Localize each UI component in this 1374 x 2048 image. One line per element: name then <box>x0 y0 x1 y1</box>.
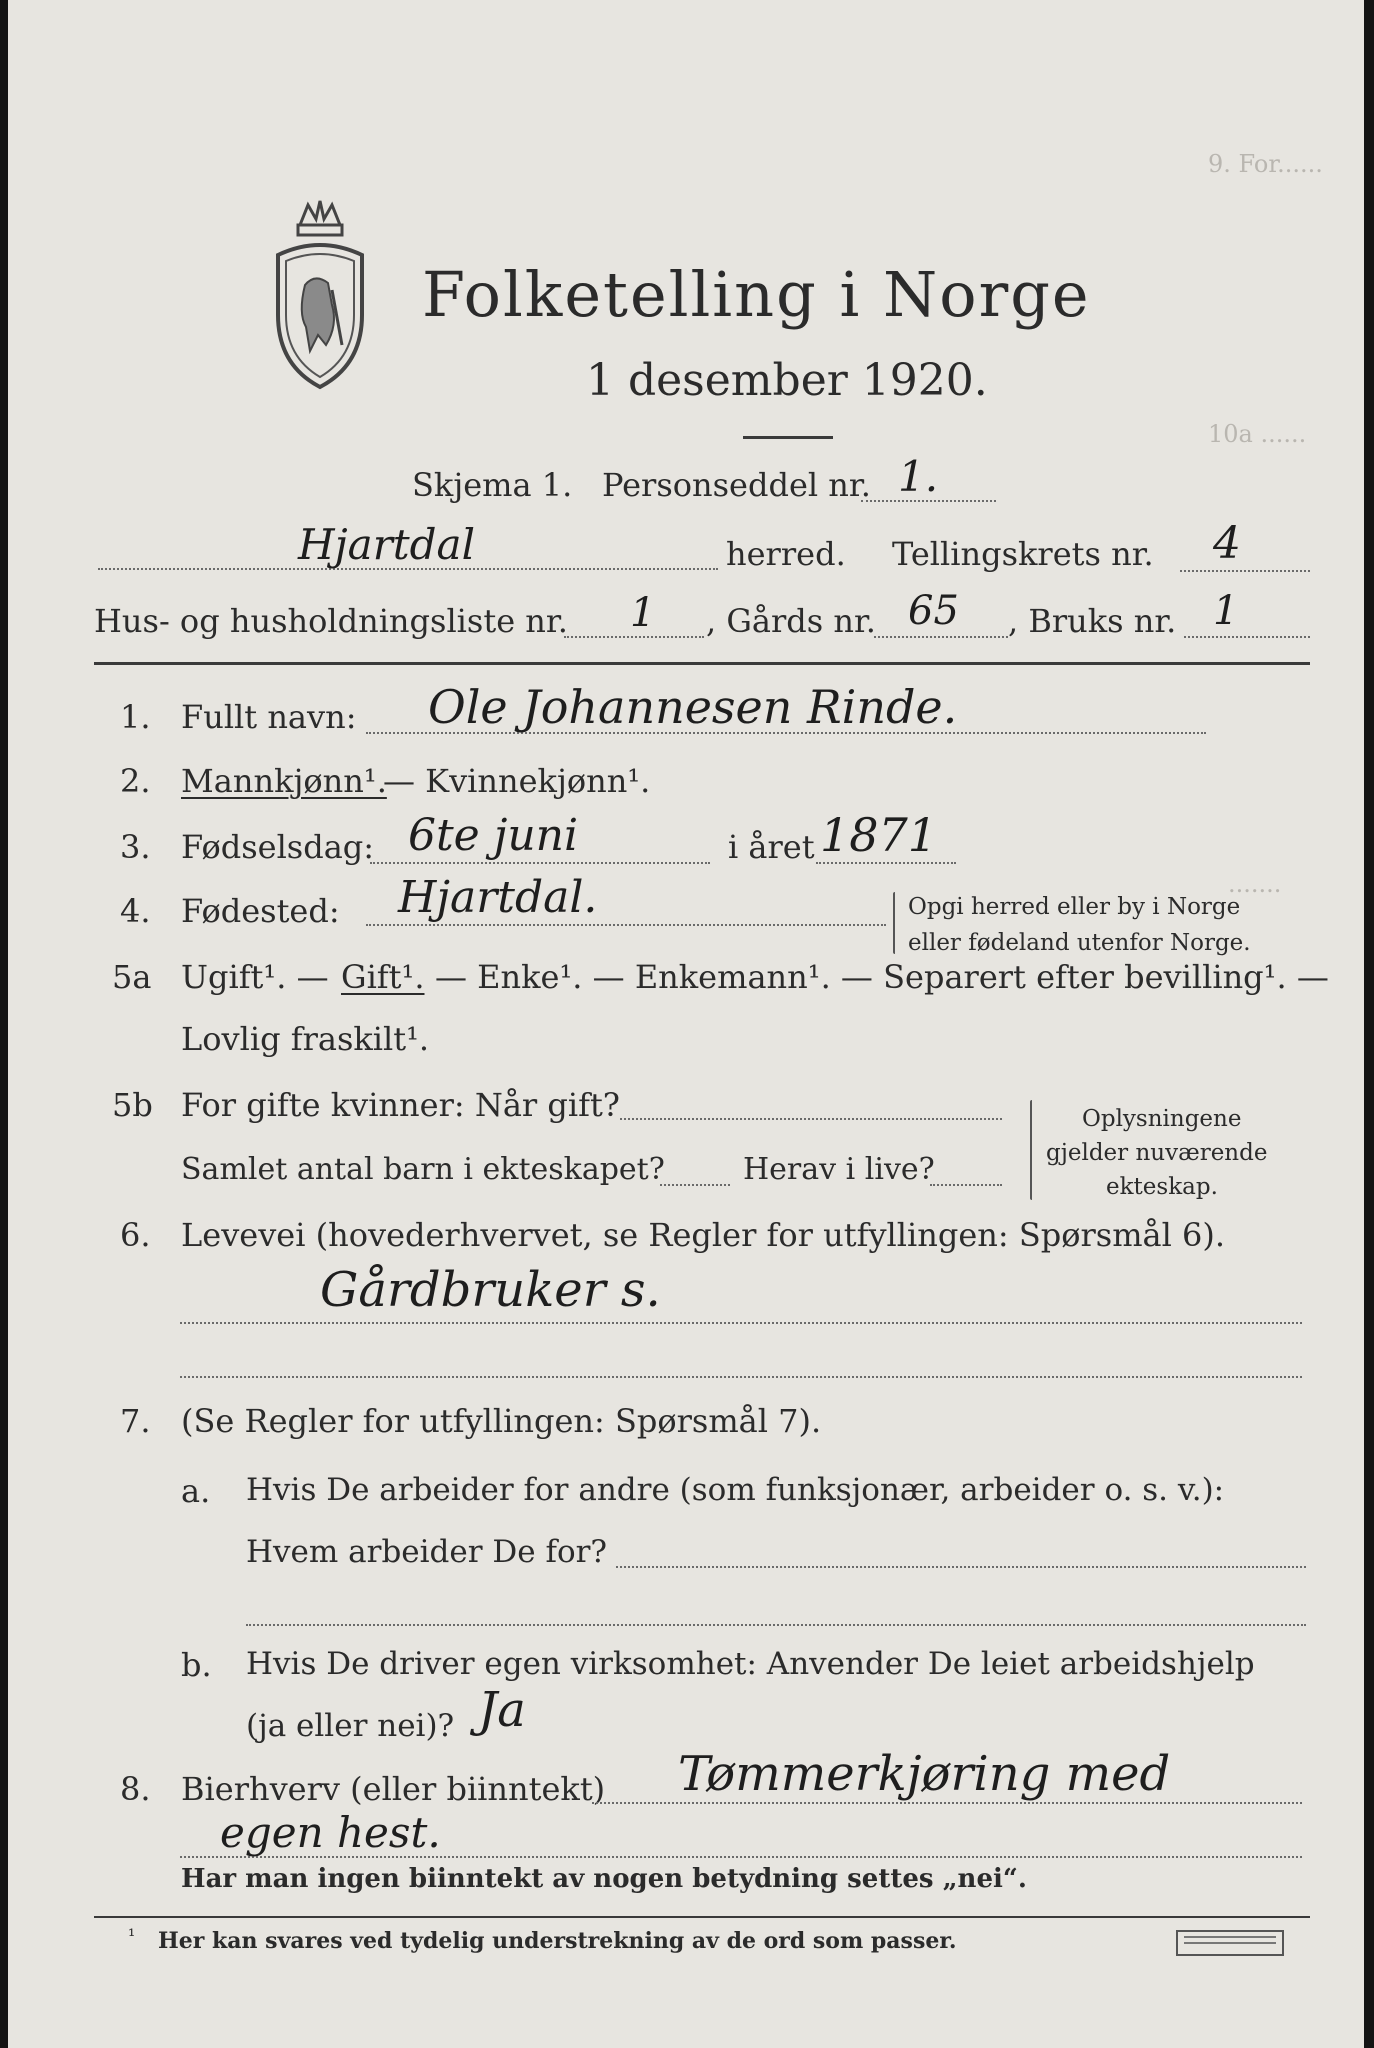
bleed-through-text: 9. For...... <box>1208 150 1323 178</box>
q6-number: 6. <box>120 1216 151 1254</box>
bruks-label: , Bruks nr. <box>1008 602 1177 640</box>
q6-line-1 <box>180 1322 1302 1324</box>
mannkjonn-option: Mannkjønn¹. <box>181 762 387 800</box>
q2-number: 2. <box>120 762 151 800</box>
skjema-label: Skjema 1. <box>412 466 573 504</box>
q5b-bracket <box>1030 1100 1032 1200</box>
q5b-children-line <box>660 1184 730 1186</box>
kvinnekjonn-option: — Kvinnekjønn¹. <box>383 762 651 800</box>
footnote-mark: ¹ <box>128 1926 136 1947</box>
coat-of-arms-icon <box>260 195 380 395</box>
q3-day-line <box>370 862 710 864</box>
gift-option: Gift¹. <box>341 958 425 996</box>
q5b-married-line <box>620 1118 1002 1120</box>
bruks-value: 1 <box>1213 588 1239 634</box>
q4-bracket <box>893 892 895 954</box>
bleed-through-text: 10a ...... <box>1208 420 1307 448</box>
q7b-letter: b. <box>181 1646 212 1684</box>
herred-value: Hjartdal <box>298 520 476 569</box>
q5b-alive-line <box>930 1184 1002 1186</box>
q8-line-1 <box>592 1802 1302 1804</box>
occupation-value: Gårdbruker s. <box>320 1262 661 1318</box>
q7-label: (Se Regler for utfyllingen: Spørsmål 7). <box>181 1402 822 1440</box>
tellingskrets-line <box>1180 570 1310 572</box>
q8-number: 8. <box>120 1770 151 1808</box>
title-divider <box>743 436 833 439</box>
husholdningsliste-line <box>564 636 704 638</box>
census-form-sheet <box>8 0 1364 2048</box>
tellingskrets-label: Tellingskrets nr. <box>892 535 1154 573</box>
herred-label: herred. <box>726 535 846 573</box>
q3-number: 3. <box>120 828 151 866</box>
full-name-value: Ole Johannesen Rinde. <box>428 680 958 734</box>
q4-line <box>366 924 886 926</box>
side-occupation-value-line1: Tømmerkjøring med <box>678 1746 1171 1802</box>
bruks-line <box>1184 636 1310 638</box>
q5b-note-line2: gjelder nuværende <box>1046 1140 1268 1166</box>
bleed-through-text: ....... <box>1228 870 1282 898</box>
q1-number: 1. <box>120 698 151 736</box>
census-date: 1 desember 1920. <box>586 355 988 406</box>
gards-label: , Gårds nr. <box>706 602 876 640</box>
q5b-label-children: Samlet antal barn i ekteskapet? <box>181 1152 665 1187</box>
q4-label: Fødested: <box>181 892 340 930</box>
personseddel-value: 1. <box>898 452 939 501</box>
footnote-divider <box>94 1916 1310 1918</box>
q7a-question: Hvis De arbeider for andre (som funksjonær, arbeider o. s. v.): <box>246 1472 1225 1508</box>
q5b-number: 5b <box>112 1086 153 1124</box>
q5b-note-line1: Oplysningene <box>1082 1106 1242 1132</box>
q7b-question: Hvis De driver egen virksomhet: Anvender De leiet arbeidshjelp <box>246 1646 1255 1682</box>
header-divider <box>94 662 1310 665</box>
gards-value: 65 <box>908 588 959 634</box>
birth-day-value: 6te juni <box>408 810 579 861</box>
q7-number: 7. <box>120 1402 151 1440</box>
q4-number: 4. <box>120 892 151 930</box>
q5b-note-line3: ekteskap. <box>1106 1174 1218 1200</box>
ugift-option: Ugift¹. — <box>181 958 329 996</box>
side-occupation-value-line2: egen hest. <box>220 1808 441 1857</box>
personseddel-label: Personseddel nr. <box>602 466 871 504</box>
q8-note: Har man ingen biinntekt av nogen betydning settes „nei“. <box>181 1864 1027 1894</box>
q7a-employer-line-2 <box>246 1624 1306 1626</box>
printer-stamp <box>1176 1930 1284 1956</box>
q5a-other-options: — Enke¹. — Enkemann¹. — Separert efter bevilling¹. — <box>435 958 1329 996</box>
q5b-label-alive: Herav i live? <box>743 1152 935 1187</box>
birth-year-value: 1871 <box>820 808 938 862</box>
gards-line <box>874 636 1008 638</box>
q7a-employer-label: Hvem arbeider De for? <box>246 1534 608 1570</box>
q1-label: Fullt navn: <box>181 698 357 736</box>
hired-help-value: Ja <box>478 1682 526 1738</box>
q4-note-line2: eller fødeland utenfor Norge. <box>908 930 1251 956</box>
q3-label: Fødselsdag: <box>181 828 375 866</box>
lovlig-fraskilt-option: Lovlig fraskilt¹. <box>181 1020 430 1058</box>
husholdningsliste-value: 1 <box>630 590 656 636</box>
aaret-label: i året <box>728 828 815 866</box>
q3-year-line <box>816 862 956 864</box>
q4-note-line1: Opgi herred eller by i Norge <box>908 894 1241 920</box>
q7a-employer-line <box>616 1566 1306 1568</box>
birthplace-value: Hjartdal. <box>398 872 598 923</box>
q5a-number: 5a <box>112 958 152 996</box>
q7b-yes-no-label: (ja eller nei)? <box>246 1708 455 1744</box>
q5b-label-married-when: For gifte kvinner: Når gift? <box>181 1086 620 1124</box>
form-title: Folketelling i Norge <box>422 258 1091 331</box>
q6-line-2 <box>180 1376 1302 1378</box>
tellingskrets-value: 4 <box>1213 518 1241 569</box>
husholdningsliste-label: Hus- og husholdningsliste nr. <box>94 602 568 640</box>
q6-label: Levevei (hovederhvervet, se Regler for utfyllingen: Spørsmål 6). <box>181 1216 1226 1254</box>
footnote-text: Her kan svares ved tydelig understrekning av de ord som passer. <box>158 1928 957 1954</box>
q8-label: Bierhverv (eller biinntekt) <box>181 1770 606 1808</box>
q7a-letter: a. <box>181 1472 211 1510</box>
